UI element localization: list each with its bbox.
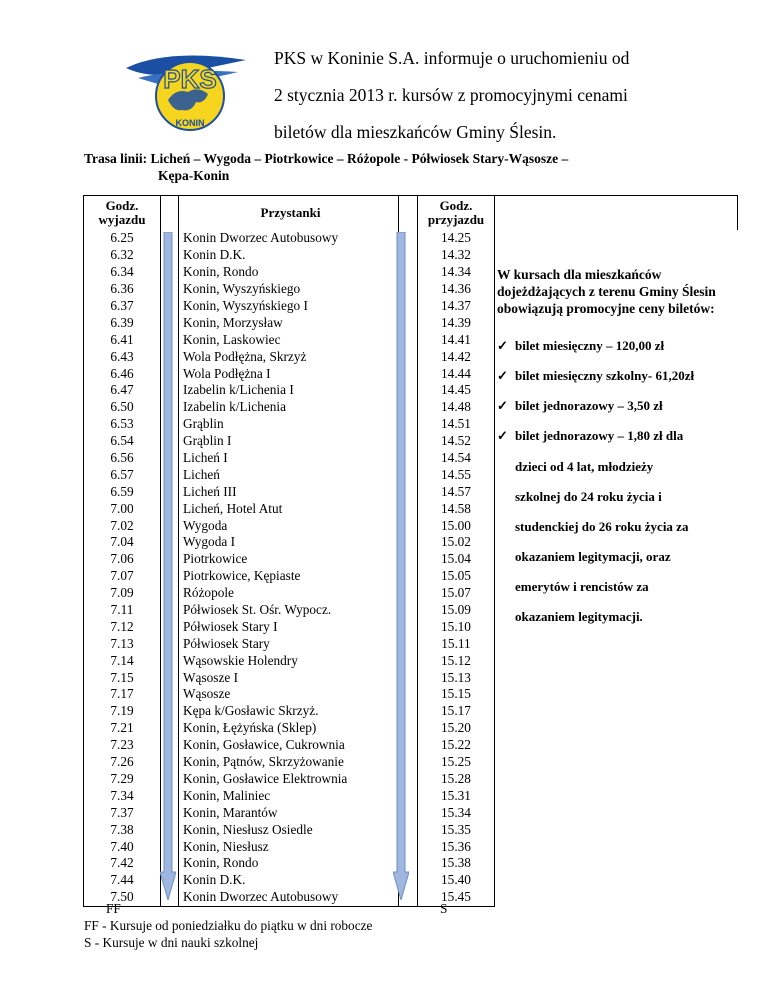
announcement-line: 2 stycznia 2013 r. kursów z promocyjnymi cenami <box>274 85 628 105</box>
continuation-line: dzieci od 4 lat, młodzieży <box>515 458 654 474</box>
table-row <box>84 838 738 855</box>
route-line-1: Trasa linii: Licheń – Wygoda – Piotrkowice – Różopole - Półwiosek Stary-Wąsosze – <box>84 151 569 166</box>
price-item <box>495 367 735 384</box>
arrival-time: 15.13 <box>418 669 495 686</box>
arrival-time: 14.37 <box>418 298 495 315</box>
stop-name: Izabelin k/Lichenia <box>179 399 399 416</box>
stop-name: Wygoda <box>179 517 399 534</box>
stop-name: Konin, Niesłusz <box>179 838 399 855</box>
departure-time: 6.25 <box>84 230 161 247</box>
departure-time: 7.15 <box>84 669 161 686</box>
departure-time: 7.37 <box>84 804 161 821</box>
stop-name: Półwiosek St. Ośr. Wypocz. <box>179 602 399 619</box>
arrival-time: 14.58 <box>418 500 495 517</box>
departure-time: 7.14 <box>84 652 161 669</box>
arrival-time: 14.41 <box>418 331 495 348</box>
departure-time: 6.57 <box>84 466 161 483</box>
price-item-continuation <box>495 458 735 625</box>
arrival-time: 15.40 <box>418 872 495 889</box>
departure-time: 7.07 <box>84 568 161 585</box>
price-list <box>495 337 735 444</box>
table-row <box>84 652 738 669</box>
stop-name: Półwiosek Stary <box>179 635 399 652</box>
table-row <box>84 855 738 872</box>
stop-name: Konin, Maliniec <box>179 787 399 804</box>
departure-time: 7.50 <box>84 889 161 906</box>
departure-time: 7.34 <box>84 787 161 804</box>
arrival-time: 15.25 <box>418 754 495 771</box>
pks-logo <box>118 38 258 138</box>
check-icon: ✓ <box>497 368 508 383</box>
price-text: bilet jednorazowy – 3,50 zł <box>515 398 663 413</box>
arrival-time: 14.54 <box>418 450 495 467</box>
arrival-time: 15.07 <box>418 585 495 602</box>
departure-time: 6.37 <box>84 298 161 315</box>
arrival-time: 14.48 <box>418 399 495 416</box>
departure-time: 7.09 <box>84 585 161 602</box>
departure-time: 6.53 <box>84 416 161 433</box>
stop-name: Wola Podłężna I <box>179 365 399 382</box>
departure-time: 7.23 <box>84 737 161 754</box>
departure-time: 6.34 <box>84 264 161 281</box>
table-row <box>84 754 738 771</box>
table-row <box>84 669 738 686</box>
departure-time: 6.39 <box>84 314 161 331</box>
arrival-time: 14.55 <box>418 466 495 483</box>
check-icon: ✓ <box>497 398 508 413</box>
arrival-time: 15.20 <box>418 720 495 737</box>
arrival-code: S <box>440 901 448 916</box>
stop-name: Konin Dworzec Autobusowy <box>179 230 399 247</box>
stop-name: Kępa k/Gosławic Skrzyż. <box>179 703 399 720</box>
stop-name: Wygoda I <box>179 534 399 551</box>
stop-name: Konin, Wyszyńskiego <box>179 281 399 298</box>
stop-name: Wąsosze I <box>179 669 399 686</box>
price-item <box>495 427 735 444</box>
arrival-time: 14.44 <box>418 365 495 382</box>
departure-time: 7.11 <box>84 602 161 619</box>
header-stops: Przystanki <box>179 196 399 231</box>
stop-name: Wola Podłężna, Skrzyż <box>179 348 399 365</box>
check-icon: ✓ <box>497 428 508 443</box>
stop-name: Licheń I <box>179 450 399 467</box>
departure-time: 7.29 <box>84 771 161 788</box>
table-row <box>84 889 738 906</box>
continuation-line: okazaniem legitymacji, oraz <box>515 548 671 564</box>
info-column <box>495 196 738 231</box>
arrow-column <box>161 196 179 231</box>
arrival-time: 14.32 <box>418 247 495 264</box>
legend-note: FF - Kursuje od poniedziałku do piątku w dni robocze <box>84 918 373 933</box>
price-text: bilet miesięczny szkolny- 61,20zł <box>515 368 695 383</box>
stop-name: Grąblin <box>179 416 399 433</box>
stop-name: Izabelin k/Lichenia I <box>179 382 399 399</box>
arrival-time: 15.12 <box>418 652 495 669</box>
arrival-time: 15.15 <box>418 686 495 703</box>
timetable-header <box>84 196 738 231</box>
stop-name: Różopole <box>179 585 399 602</box>
departure-time: 6.50 <box>84 399 161 416</box>
stop-name: Konin D.K. <box>179 247 399 264</box>
table-row <box>84 720 738 737</box>
price-item <box>495 397 735 414</box>
table-row <box>84 737 738 754</box>
arrival-time: 15.10 <box>418 618 495 635</box>
departure-time: 6.32 <box>84 247 161 264</box>
arrival-time: 15.09 <box>418 602 495 619</box>
legend-notes <box>84 917 372 951</box>
departure-time: 7.42 <box>84 855 161 872</box>
promo-intro: W kursach dla mieszkańców dojeżdżających z terenu Gminy Ślesin obowiązują promocyjne ceny biletów: <box>497 267 716 316</box>
departure-time: 7.40 <box>84 838 161 855</box>
table-row <box>84 787 738 804</box>
table-row <box>84 635 738 652</box>
arrival-time: 15.28 <box>418 771 495 788</box>
route-title <box>84 150 734 184</box>
down-arrow-icon <box>160 232 176 900</box>
route-line-2: Kępa-Konin <box>158 168 230 183</box>
arrival-time: 15.04 <box>418 551 495 568</box>
arrival-time: 14.51 <box>418 416 495 433</box>
announcement-line: PKS w Koninie S.A. informuje o uruchomieniu od <box>274 48 630 68</box>
arrival-time: 15.38 <box>418 855 495 872</box>
departure-time: 7.04 <box>84 534 161 551</box>
announcement <box>274 40 686 151</box>
arrival-time: 14.45 <box>418 382 495 399</box>
departure-time: 6.46 <box>84 365 161 382</box>
arrival-time: 15.05 <box>418 568 495 585</box>
departure-code: FF <box>106 901 121 916</box>
stop-name: Konin, Gosławice, Cukrownia <box>179 737 399 754</box>
departure-time: 7.44 <box>84 872 161 889</box>
price-text: bilet jednorazowy – 1,80 zł dla <box>515 428 684 443</box>
stop-name: Konin, Łężyńska (Sklep) <box>179 720 399 737</box>
price-item <box>495 337 735 354</box>
arrival-time: 15.36 <box>418 838 495 855</box>
departure-time: 6.36 <box>84 281 161 298</box>
departure-time: 6.47 <box>84 382 161 399</box>
stop-name: Konin, Niesłusz Osiedle <box>179 821 399 838</box>
promo-info <box>495 266 735 638</box>
stop-name: Wąsowskie Holendry <box>179 652 399 669</box>
table-row <box>84 771 738 788</box>
departure-time: 7.00 <box>84 500 161 517</box>
arrival-time: 14.36 <box>418 281 495 298</box>
price-text: bilet miesięczny – 120,00 zł <box>515 338 665 353</box>
continuation-line: studenckiej do 26 roku życia za <box>515 518 689 534</box>
arrival-time: 14.39 <box>418 314 495 331</box>
departure-time: 6.56 <box>84 450 161 467</box>
stop-name: Konin, Marantów <box>179 804 399 821</box>
logo-text: PKS <box>163 64 217 94</box>
arrival-time: 14.42 <box>418 348 495 365</box>
stop-name: Konin, Morzysław <box>179 314 399 331</box>
arrival-time: 15.22 <box>418 737 495 754</box>
stop-name: Konin, Gosławice Elektrownia <box>179 771 399 788</box>
table-row <box>84 230 738 247</box>
stop-name: Konin, Laskowiec <box>179 331 399 348</box>
stop-name: Konin, Pątnów, Skrzyżowanie <box>179 754 399 771</box>
stop-name: Konin, Wyszyńskiego I <box>179 298 399 315</box>
announcement-line: biletów dla mieszkańców Gminy Ślesin. <box>274 122 557 142</box>
arrival-time: 14.25 <box>418 230 495 247</box>
stop-name: Piotrkowice <box>179 551 399 568</box>
stop-name: Wąsosze <box>179 686 399 703</box>
departure-time: 7.02 <box>84 517 161 534</box>
down-arrow-icon <box>393 232 409 900</box>
check-icon: ✓ <box>497 338 508 353</box>
header-departure: Godz. wyjazdu <box>84 196 161 231</box>
departure-time: 6.41 <box>84 331 161 348</box>
departure-time: 6.43 <box>84 348 161 365</box>
departure-time: 7.06 <box>84 551 161 568</box>
arrival-time: 15.02 <box>418 534 495 551</box>
continuation-line: okazaniem legitymacji. <box>515 608 643 624</box>
stop-name: Półwiosek Stary I <box>179 618 399 635</box>
stop-name: Licheń III <box>179 483 399 500</box>
arrival-time: 15.11 <box>418 635 495 652</box>
stop-name: Konin Dworzec Autobusowy <box>179 889 399 906</box>
departure-time: 7.19 <box>84 703 161 720</box>
table-row <box>84 804 738 821</box>
arrival-time: 15.45 <box>418 889 495 906</box>
arrow-column <box>399 196 418 231</box>
stop-name: Konin D.K. <box>179 872 399 889</box>
departure-time: 6.54 <box>84 433 161 450</box>
table-row <box>84 872 738 889</box>
departure-time: 7.26 <box>84 754 161 771</box>
arrival-time: 14.52 <box>418 433 495 450</box>
arrival-time: 15.31 <box>418 787 495 804</box>
arrival-time: 15.34 <box>418 804 495 821</box>
logo-subtext: KONIN <box>175 118 205 128</box>
arrival-time: 14.57 <box>418 483 495 500</box>
departure-time: 7.12 <box>84 618 161 635</box>
arrival-time: 15.35 <box>418 821 495 838</box>
table-row <box>84 247 738 264</box>
arrival-time: 15.17 <box>418 703 495 720</box>
arrival-time: 14.34 <box>418 264 495 281</box>
stop-name: Licheń <box>179 466 399 483</box>
departure-time: 7.17 <box>84 686 161 703</box>
table-row <box>84 821 738 838</box>
departure-time: 7.38 <box>84 821 161 838</box>
stop-name: Piotrkowice, Kępiaste <box>179 568 399 585</box>
table-row <box>84 686 738 703</box>
stop-name: Licheń, Hotel Atut <box>179 500 399 517</box>
header-arrival: Godz. przyjazdu <box>418 196 495 231</box>
departure-time: 6.59 <box>84 483 161 500</box>
arrival-time: 15.00 <box>418 517 495 534</box>
table-row <box>84 703 738 720</box>
stop-name: Konin, Rondo <box>179 855 399 872</box>
departure-time: 7.21 <box>84 720 161 737</box>
departure-time: 7.13 <box>84 635 161 652</box>
legend-note: S - Kursuje w dni nauki szkolnej <box>84 935 259 950</box>
continuation-line: szkolnej do 24 roku życia i <box>515 488 662 504</box>
stop-name: Grąblin I <box>179 433 399 450</box>
stop-name: Konin, Rondo <box>179 264 399 281</box>
continuation-line: emerytów i rencistów za <box>515 578 649 594</box>
